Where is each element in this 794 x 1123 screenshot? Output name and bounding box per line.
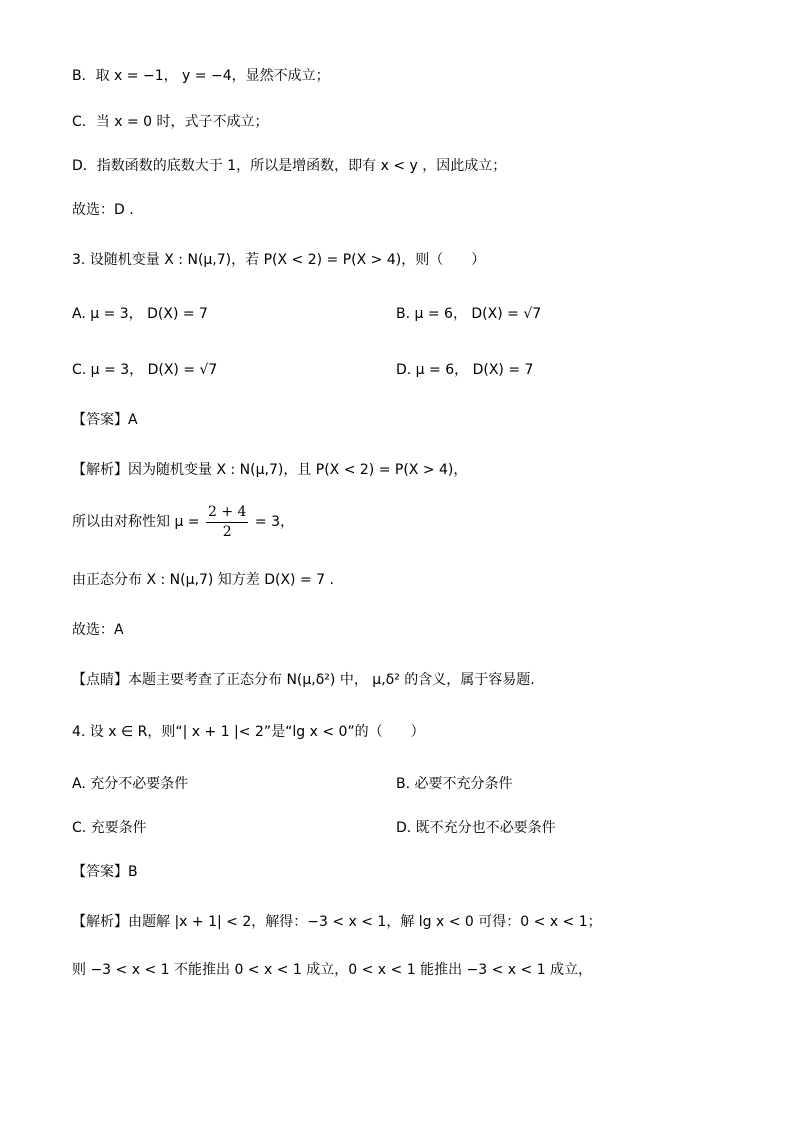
option-b-explanation: B．取 x = −1， y = −4，显然不成立； [72,68,330,84]
q3-symmetry-line [72,502,294,542]
question-4: 4. 设 x ∈ R，则“| x + 1 |< 2”是“lg x < 0”的（ ） [72,724,425,740]
q2-choice: 故选：D . [72,202,134,218]
q3-option-b: B. μ = 6， D(X) = √7 [396,306,542,322]
q4-answer: 【答案】B [72,864,138,880]
q3-answer: 【答案】A [72,412,138,428]
fraction-numerator: 2 + 4 [206,503,248,523]
q3-option-d: D. μ = 6， D(X) = 7 [396,362,534,378]
q4-option-a: A. 充分不必要条件 [72,776,189,792]
q4-option-d: D. 既不充分也不必要条件 [396,820,556,836]
fraction [206,503,248,541]
q4-analysis-continued: 则 −3 < x < 1 不能推出 0 < x < 1 成立，0 < x < 1 能推出 −3 < x < 1 成立， [72,962,593,978]
option-c-explanation: C．当 x = 0 时，式子不成立； [72,114,269,130]
q3-analysis: 【解析】因为随机变量 X : N(μ,7)，且 P(X < 2) = P(X > 4)， [72,462,468,478]
q3-comment: 【点睛】本题主要考查了正态分布 N(μ,δ²) 中， μ,δ² 的含义，属于容易题. [72,672,535,688]
q4-analysis: 【解析】由题解 |x + 1| < 2，解得：−3 < x < 1，解 lg x < 0 可得：0 < x < 1； [72,914,602,930]
symmetry-suffix: = 3， [254,514,294,530]
q4-option-b: B. 必要不充分条件 [396,776,513,792]
symmetry-prefix: 所以由对称性知 μ = [72,514,200,530]
q3-option-a: A. μ = 3， D(X) = 7 [72,306,208,322]
q3-option-c: C. μ = 3， D(X) = √7 [72,362,218,378]
q3-variance-line: 由正态分布 X : N(μ,7) 知方差 D(X) = 7 . [72,572,334,588]
q4-option-c: C. 充要条件 [72,820,147,836]
question-3: 3. 设随机变量 X : N(μ,7)，若 P(X < 2) = P(X > 4)，则（ ） [72,252,486,268]
option-d-explanation: D．指数函数的底数大于 1，所以是增函数，即有 x < y ，因此成立； [72,158,507,174]
fraction-denominator: 2 [222,524,232,540]
q3-choice: 故选：A [72,622,124,638]
